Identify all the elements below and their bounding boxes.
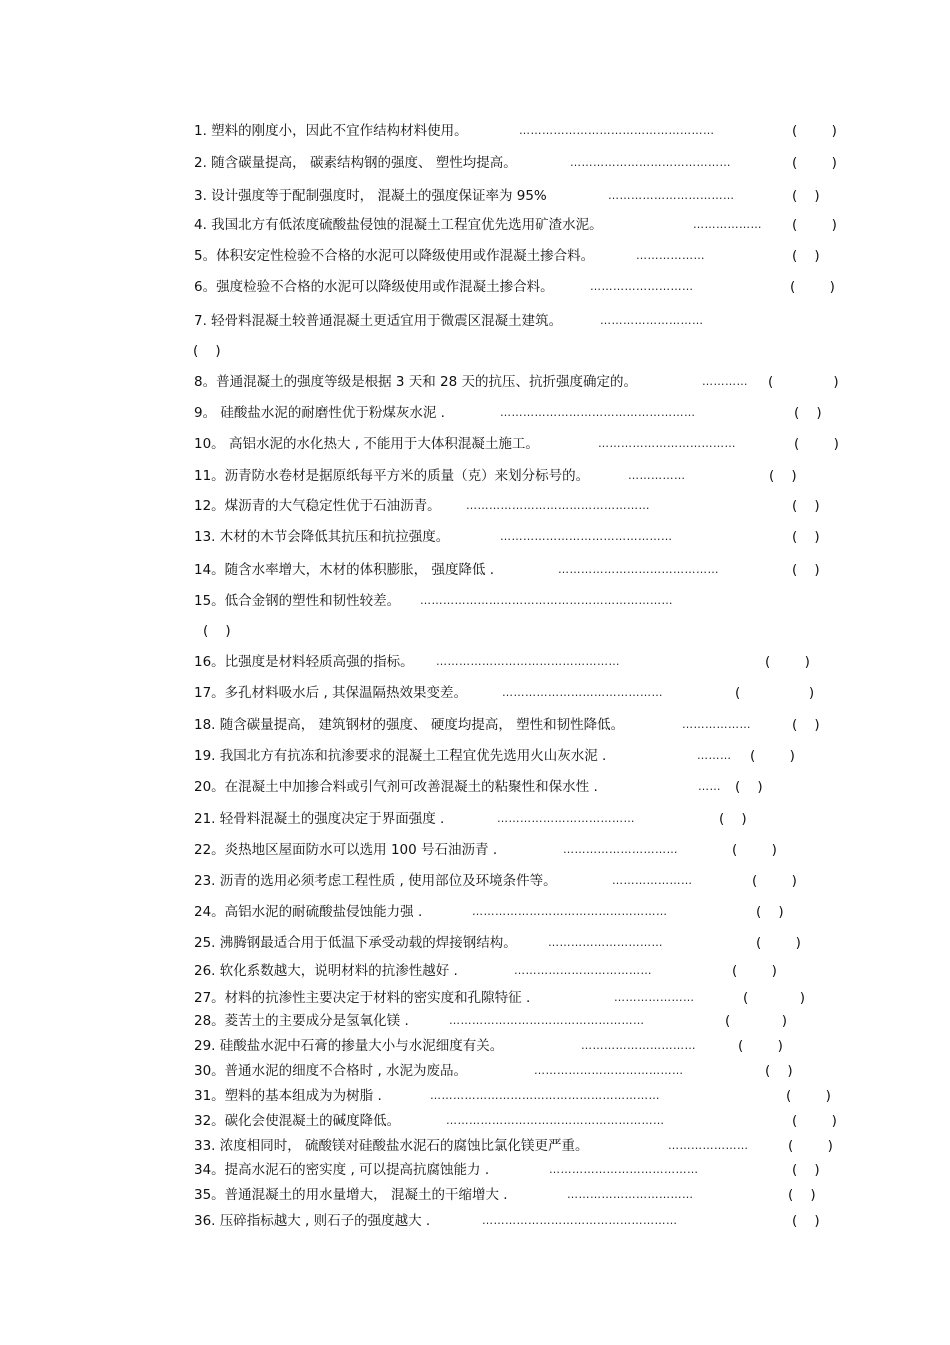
- question-item: [0, 277, 950, 297]
- question-text: 19. 我国北方有抗冻和抗渗要求的混凝土工程宜优先选用火山灰水泥 .: [194, 748, 607, 764]
- leader-dots: …………………………: [581, 1039, 696, 1052]
- question-item: [0, 403, 950, 423]
- question-item: [0, 715, 950, 735]
- question-text: 15。低合金钢的塑性和韧性较差。: [194, 593, 401, 609]
- answer-bracket[interactable]: ( ): [794, 436, 839, 452]
- answer-bracket[interactable]: ( ): [193, 343, 221, 359]
- answer-bracket[interactable]: ( ): [756, 935, 801, 951]
- leader-dots: ……………………………………: [570, 156, 731, 169]
- question-text: 29. 硅酸盐水泥中石膏的掺量大小与水泥细度有关。: [194, 1038, 504, 1054]
- answer-bracket[interactable]: ( ): [750, 748, 795, 764]
- question-item: [0, 215, 950, 235]
- answer-bracket[interactable]: ( ): [792, 155, 837, 171]
- question-text: 36. 压碎指标越大 , 则石子的强度越大 .: [194, 1213, 431, 1229]
- leader-dots: ……………………………………………………: [430, 1089, 660, 1102]
- leader-dots: ……………………………………………: [472, 905, 668, 918]
- leader-dots: ………………………………………: [500, 530, 673, 543]
- question-text: 10。 高铝水泥的水化热大 , 不能用于大体积混凝土施工。: [194, 436, 539, 452]
- question-item: [0, 121, 950, 141]
- question-text: 16。比强度是材料轻质高强的指标。: [194, 654, 414, 670]
- question-text: 34。提高水泥石的密实度 , 可以提高抗腐蚀能力 .: [194, 1162, 490, 1178]
- question-item: [0, 153, 950, 173]
- answer-bracket[interactable]: ( ): [792, 1213, 820, 1229]
- answer-bracket[interactable]: ( ): [792, 217, 837, 233]
- answer-bracket[interactable]: ( ): [788, 1187, 816, 1203]
- answer-bracket[interactable]: ( ): [792, 529, 820, 545]
- answer-bracket[interactable]: ( ): [743, 990, 806, 1006]
- leader-dots: …………………………………: [549, 1163, 699, 1176]
- leader-dots: ……………………………………………: [519, 124, 715, 137]
- question-text: 26. 软化系数越大，说明材料的抗渗性越好 .: [194, 963, 458, 979]
- leader-dots: …………: [702, 375, 748, 388]
- leader-dots: ……: [698, 780, 721, 793]
- question-text: 8。普通混凝土的强度等级是根据 3 天和 28 天的抗压、抗折强度确定的。: [194, 374, 638, 390]
- leader-dots: ………………………………: [598, 437, 736, 450]
- question-text: 35。普通混凝土的用水量增大， 混凝土的干缩增大 .: [194, 1187, 508, 1203]
- leader-dots: ………………………………: [497, 812, 635, 825]
- leader-dots: …………………: [612, 874, 693, 887]
- question-text: 24。高铝水泥的耐硫酸盐侵蚀能力强 .: [194, 904, 423, 920]
- question-text: 31。塑料的基本组成为为树脂 .: [194, 1088, 382, 1104]
- question-text: 5。体积安定性检验不合格的水泥可以降级使用或作混凝土掺合料。: [194, 248, 595, 264]
- answer-bracket[interactable]: ( ): [792, 123, 837, 139]
- leader-dots: …………………………………………: [466, 499, 650, 512]
- question-text: 28。菱苦土的主要成分是氢氧化镁 .: [194, 1013, 409, 1029]
- question-item: [0, 1185, 950, 1205]
- question-text: 25. 沸腾钢最适合用于低温下承受动载的焊接钢结构。: [194, 935, 517, 951]
- question-item: [0, 809, 950, 829]
- question-item: [0, 777, 950, 797]
- question-text: 1. 塑料的刚度小，因此不宜作结构材料使用。: [194, 123, 468, 139]
- question-item: [0, 466, 950, 486]
- question-text: 11。沥青防水卷材是据原纸每平方米的质量（克）来划分标号的。: [194, 468, 590, 484]
- leader-dots: …………………: [614, 991, 695, 1004]
- answer-bracket[interactable]: ( ): [768, 374, 839, 390]
- question-item: [0, 496, 950, 516]
- leader-dots: ……………………………………: [502, 686, 663, 699]
- question-item: [0, 186, 950, 206]
- leader-dots: ………………………………: [514, 964, 652, 977]
- answer-bracket[interactable]: ( ): [732, 963, 777, 979]
- leader-dots: ……………………………: [608, 189, 735, 202]
- answer-bracket[interactable]: ( ): [769, 468, 797, 484]
- question-item: [0, 1011, 950, 1031]
- leader-dots: …………………: [668, 1139, 749, 1152]
- question-item: [0, 1036, 950, 1056]
- leader-dots: ……………: [628, 469, 686, 482]
- question-item: [0, 902, 950, 922]
- answer-bracket[interactable]: ( ): [788, 1138, 833, 1154]
- leader-dots: ………………: [682, 718, 751, 731]
- answer-bracket[interactable]: ( ): [203, 623, 231, 639]
- leader-dots: ……………………………………………: [449, 1014, 645, 1027]
- question-item: [0, 591, 950, 611]
- question-text: 13. 木材的木节会降低其抗压和抗拉强度。: [194, 529, 450, 545]
- question-item: [0, 1160, 950, 1180]
- question-text: 4. 我国北方有低浓度硫酸盐侵蚀的混凝土工程宜优先选用矿渣水泥。: [194, 217, 603, 233]
- question-item: [0, 621, 950, 641]
- question-item: [0, 311, 950, 331]
- leader-dots: ………………………: [600, 314, 704, 327]
- leader-dots: ………………: [693, 218, 762, 231]
- question-text: 9。 硅酸盐水泥的耐磨性优于粉煤灰水泥 .: [194, 405, 445, 421]
- question-item: [0, 434, 950, 454]
- question-text: 23. 沥青的选用必须考虑工程性质 , 使用部位及环境条件等。: [194, 873, 557, 889]
- leader-dots: …………………………………: [534, 1064, 684, 1077]
- question-item: [0, 1211, 950, 1231]
- question-text: 18. 随含碳量提高， 建筑钢材的强度、 硬度均提高， 塑性和韧性降低。: [194, 717, 625, 733]
- question-item: [0, 840, 950, 860]
- leader-dots: …………………………: [563, 843, 678, 856]
- answer-bracket[interactable]: ( ): [756, 904, 784, 920]
- answer-bracket[interactable]: ( ): [792, 1113, 837, 1129]
- answer-bracket[interactable]: ( ): [765, 1063, 793, 1079]
- question-item: [0, 871, 950, 891]
- question-item: [0, 683, 950, 703]
- question-item: [0, 246, 950, 266]
- answer-bracket[interactable]: ( ): [719, 811, 747, 827]
- question-item: [0, 560, 950, 580]
- question-text: 3. 设计强度等于配制强度时， 混凝土的强度保证率为 95%: [194, 188, 547, 204]
- leader-dots: ……………………………………: [558, 563, 719, 576]
- question-item: [0, 1136, 950, 1156]
- answer-bracket[interactable]: ( ): [732, 842, 777, 858]
- question-text: 7. 轻骨料混凝土较普通混凝土更适宜用于微震区混凝土建筑。: [194, 313, 563, 329]
- question-text: 20。在混凝土中加掺合料或引气剂可改善混凝土的粘聚性和保水性 .: [194, 779, 598, 795]
- answer-bracket[interactable]: ( ): [735, 685, 815, 701]
- answer-bracket[interactable]: ( ): [792, 562, 820, 578]
- leader-dots: ………………………: [590, 280, 694, 293]
- question-text: 30。普通水泥的细度不合格时 , 水泥为废品。: [194, 1063, 468, 1079]
- question-item: [0, 933, 950, 953]
- answer-bracket[interactable]: ( ): [752, 873, 797, 889]
- answer-bracket[interactable]: ( ): [794, 405, 822, 421]
- question-text: 27。材料的抗渗性主要决定于材料的密实度和孔隙特征 .: [194, 990, 531, 1006]
- answer-bracket[interactable]: ( ): [786, 1088, 831, 1104]
- question-item: [0, 527, 950, 547]
- question-item: [0, 961, 950, 981]
- question-text: 12。煤沥青的大气稳定性优于石油沥青。: [194, 498, 441, 514]
- question-item: [0, 652, 950, 672]
- question-text: 2. 随含碳量提高， 碳素结构钢的强度、 塑性均提高。: [194, 155, 517, 171]
- leader-dots: …………………………………………………: [446, 1114, 665, 1127]
- answer-bracket[interactable]: ( ): [725, 1013, 788, 1029]
- answer-bracket[interactable]: ( ): [738, 1038, 783, 1054]
- leader-dots: ………………: [636, 249, 705, 262]
- answer-bracket[interactable]: ( ): [792, 248, 820, 264]
- question-item: [0, 1061, 950, 1081]
- question-text: 6。强度检验不合格的水泥可以降级使用或作混凝土掺合料。: [194, 279, 554, 295]
- question-item: [0, 746, 950, 766]
- leader-dots: ……………………………: [567, 1188, 694, 1201]
- question-item: [0, 1086, 950, 1106]
- question-text: 21. 轻骨料混凝土的强度决定于界面强度 .: [194, 811, 445, 827]
- leader-dots: ……………………………………………: [482, 1214, 678, 1227]
- answer-bracket[interactable]: ( ): [735, 779, 763, 795]
- question-text: 32。碳化会使混凝土的碱度降低。: [194, 1113, 401, 1129]
- question-text: 33. 浓度相同时， 硫酸镁对硅酸盐水泥石的腐蚀比氯化镁更严重。: [194, 1138, 589, 1154]
- question-item: [0, 372, 950, 392]
- question-text: 22。炎热地区屋面防水可以选用 100 号石油沥青 .: [194, 842, 498, 858]
- leader-dots: …………………………………………………………: [420, 594, 673, 607]
- leader-dots: ……………………………………………: [500, 406, 696, 419]
- question-text: 14。随含水率增大，木材的体积膨胀， 强度降低 .: [194, 562, 495, 578]
- answer-bracket[interactable]: ( ): [765, 654, 810, 670]
- leader-dots: …………………………………………: [436, 655, 620, 668]
- answer-bracket[interactable]: ( ): [792, 188, 820, 204]
- leader-dots: …………………………: [548, 936, 663, 949]
- leader-dots: ………: [697, 749, 732, 762]
- answer-bracket[interactable]: ( ): [792, 1162, 820, 1178]
- question-text: 17。多孔材料吸水后 , 其保温隔热效果变差。: [194, 685, 468, 701]
- question-item: [0, 1111, 950, 1131]
- answer-bracket[interactable]: ( ): [792, 717, 820, 733]
- question-item: [0, 988, 950, 1008]
- answer-bracket[interactable]: ( ): [790, 279, 835, 295]
- answer-bracket[interactable]: ( ): [792, 498, 820, 514]
- question-item: [0, 341, 950, 361]
